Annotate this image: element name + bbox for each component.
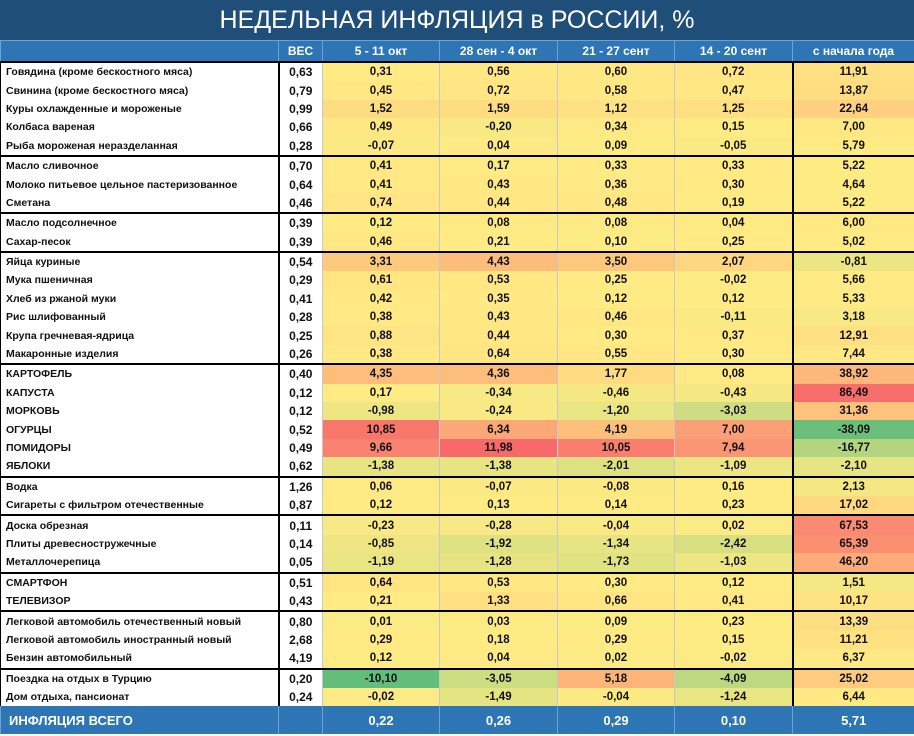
cell-week-2: 0,04 [440,137,558,156]
row-weight: 0,12 [279,384,323,402]
cell-ytd: 5,79 [793,137,914,156]
row-name: Водка [1,477,279,496]
row-weight: 0,54 [279,252,323,271]
row-weight: 0,39 [279,213,323,232]
cell-week-2: 1,59 [440,100,558,118]
cell-ytd: 5,22 [793,194,914,213]
cell-week-2: -1,28 [440,553,558,572]
row-weight: 2,68 [279,631,323,649]
row-name: КАПУСТА [1,384,279,402]
cell-week-4: 0,12 [675,290,793,308]
cell-ytd: 1,51 [793,573,914,592]
cell-week-1: 0,29 [323,631,440,649]
row-weight: 0,14 [279,535,323,553]
cell-ytd: 7,00 [793,118,914,136]
cell-week-3: -0,08 [558,477,675,496]
table-row [1,326,914,344]
cell-week-1: 0,74 [323,194,440,213]
cell-week-2: 0,53 [440,573,558,592]
cell-week-3: -1,20 [558,402,675,420]
cell-ytd: 65,39 [793,535,914,553]
header-week-2: 28 сен - 4 окт [440,41,558,63]
row-name: ОГУРЦЫ [1,420,279,438]
cell-week-4: 0,25 [675,233,793,252]
table-row [1,308,914,326]
cell-week-1: 10,85 [323,420,440,438]
row-weight: 4,19 [279,649,323,668]
total-week-1: 0,22 [323,706,440,734]
cell-week-4: 0,16 [675,477,793,496]
cell-week-1: -0,02 [323,688,440,706]
cell-week-2: 0,04 [440,649,558,668]
row-name: Колбаса вареная [1,118,279,136]
row-name: Дом отдыха, пансионат [1,688,279,706]
cell-ytd: 13,39 [793,611,914,630]
row-weight: 0,49 [279,439,323,457]
cell-week-3: -0,04 [558,515,675,534]
cell-ytd: 6,37 [793,649,914,668]
cell-ytd: 4,64 [793,175,914,193]
cell-week-2: 0,44 [440,326,558,344]
row-weight: 0,25 [279,326,323,344]
cell-week-3: 0,66 [558,592,675,611]
row-name: Масло сливочное [1,156,279,175]
total-row [1,706,914,734]
table-row [1,611,914,630]
cell-week-1: 0,31 [323,62,440,81]
cell-week-2: -0,34 [440,384,558,402]
row-weight: 0,64 [279,175,323,193]
table-row [1,290,914,308]
cell-week-4: 0,30 [675,175,793,193]
cell-week-2: 0,44 [440,194,558,213]
cell-week-1: 0,46 [323,233,440,252]
cell-week-3: 0,60 [558,62,675,81]
cell-week-1: 0,42 [323,290,440,308]
cell-week-4: -1,24 [675,688,793,706]
header-week-3: 21 - 27 сент [558,41,675,63]
cell-ytd: -38,09 [793,420,914,438]
row-weight: 0,12 [279,402,323,420]
row-weight: 0,43 [279,592,323,611]
cell-week-1: 0,38 [323,345,440,364]
table-row [1,402,914,420]
table-row [1,553,914,572]
table-row [1,271,914,289]
table-row [1,477,914,496]
cell-week-2: 6,34 [440,420,558,438]
row-name: Сигареты с фильтром отечественные [1,496,279,515]
header-name [1,41,279,63]
cell-ytd: 2,13 [793,477,914,496]
row-weight: 0,79 [279,81,323,99]
cell-ytd: 5,33 [793,290,914,308]
cell-week-1: 0,21 [323,592,440,611]
table-row [1,573,914,592]
cell-week-4: 0,02 [675,515,793,534]
cell-week-4: 0,15 [675,118,793,136]
cell-week-1: -10,10 [323,669,440,688]
cell-week-4: -0,43 [675,384,793,402]
row-name: МОРКОВЬ [1,402,279,420]
cell-week-4: -0,02 [675,649,793,668]
row-weight: 0,05 [279,553,323,572]
cell-week-3: 0,33 [558,156,675,175]
row-weight: 0,29 [279,271,323,289]
page-title: НЕДЕЛЬНАЯ ИНФЛЯЦИЯ в РОССИИ, % [0,0,914,40]
row-weight: 0,51 [279,573,323,592]
row-weight: 0,99 [279,100,323,118]
cell-week-1: -1,19 [323,553,440,572]
row-name: КАРТОФЕЛЬ [1,364,279,383]
row-weight: 0,24 [279,688,323,706]
cell-week-3: 0,46 [558,308,675,326]
cell-week-4: 0,72 [675,62,793,81]
cell-week-4: 0,23 [675,496,793,515]
cell-week-3: 5,18 [558,669,675,688]
row-name: Молоко питьевое цельное пастеризованное [1,175,279,193]
row-name: Рыба мороженая неразделанная [1,137,279,156]
row-name: СМАРТФОН [1,573,279,592]
row-name: Макаронные изделия [1,345,279,364]
cell-week-3: -0,04 [558,688,675,706]
cell-week-1: 0,38 [323,308,440,326]
row-weight: 0,41 [279,290,323,308]
table-row [1,631,914,649]
cell-week-3: 0,14 [558,496,675,515]
cell-week-3: 0,34 [558,118,675,136]
header-weight: ВЕС [279,41,323,63]
cell-week-1: 0,12 [323,649,440,668]
cell-ytd: 5,22 [793,156,914,175]
cell-week-3: -1,73 [558,553,675,572]
row-weight: 0,11 [279,515,323,534]
header-week-1: 5 - 11 окт [323,41,440,63]
cell-week-4: 0,47 [675,81,793,99]
row-name: Сахар-песок [1,233,279,252]
cell-week-2: -0,20 [440,118,558,136]
cell-week-3: 1,77 [558,364,675,383]
row-name: Плиты древесностружечные [1,535,279,553]
row-weight: 0,46 [279,194,323,213]
cell-week-2: 0,08 [440,213,558,232]
cell-week-2: 4,36 [440,364,558,383]
cell-week-2: -0,07 [440,477,558,496]
cell-week-1: 0,12 [323,213,440,232]
cell-week-1: -0,85 [323,535,440,553]
cell-week-1: 0,64 [323,573,440,592]
table-row [1,345,914,364]
cell-week-2: 0,17 [440,156,558,175]
table-row [1,213,914,232]
cell-week-3: -1,34 [558,535,675,553]
cell-week-1: -0,07 [323,137,440,156]
cell-week-4: -0,11 [675,308,793,326]
row-name: ТЕЛЕВИЗОР [1,592,279,611]
row-name: ПОМИДОРЫ [1,439,279,457]
table-row [1,649,914,668]
row-name: Легковой автомобиль отечественный новый [1,611,279,630]
cell-week-3: 0,08 [558,213,675,232]
cell-week-1: 9,66 [323,439,440,457]
cell-ytd: 22,64 [793,100,914,118]
cell-week-3: 4,19 [558,420,675,438]
cell-week-2: 0,53 [440,271,558,289]
cell-week-1: -0,23 [323,515,440,534]
cell-ytd: 3,18 [793,308,914,326]
cell-week-2: 4,43 [440,252,558,271]
cell-ytd: 6,00 [793,213,914,232]
cell-ytd: -0,81 [793,252,914,271]
row-weight: 0,39 [279,233,323,252]
row-weight: 0,87 [279,496,323,515]
table-row [1,688,914,706]
cell-week-2: -0,28 [440,515,558,534]
cell-week-3: 0,48 [558,194,675,213]
cell-week-1: 0,41 [323,175,440,193]
cell-ytd: 17,02 [793,496,914,515]
table-row [1,669,914,688]
cell-week-3: 10,05 [558,439,675,457]
cell-week-3: 0,55 [558,345,675,364]
cell-week-2: -1,92 [440,535,558,553]
cell-week-1: -0,98 [323,402,440,420]
cell-week-1: 0,17 [323,384,440,402]
header-week-4: 14 - 20 сент [675,41,793,63]
row-name: Сметана [1,194,279,213]
cell-week-4: 7,94 [675,439,793,457]
table-row [1,515,914,534]
cell-week-1: 0,06 [323,477,440,496]
table-row [1,233,914,252]
cell-ytd: -2,10 [793,457,914,476]
row-weight: 0,40 [279,364,323,383]
table-row [1,175,914,193]
table-row [1,364,914,383]
cell-week-2: -3,05 [440,669,558,688]
cell-week-2: -1,49 [440,688,558,706]
cell-ytd: 11,21 [793,631,914,649]
cell-ytd: 46,20 [793,553,914,572]
row-weight: 0,66 [279,118,323,136]
total-week-2: 0,26 [440,706,558,734]
table-row [1,118,914,136]
row-name: Хлеб из ржаной муки [1,290,279,308]
cell-week-3: 0,02 [558,649,675,668]
cell-week-1: 0,49 [323,118,440,136]
cell-ytd: 10,17 [793,592,914,611]
cell-ytd: 67,53 [793,515,914,534]
cell-week-2: 0,43 [440,175,558,193]
cell-week-2: 0,03 [440,611,558,630]
header-ytd: с начала года [793,41,914,63]
row-name: Куры охлажденные и мороженые [1,100,279,118]
cell-week-1: 0,88 [323,326,440,344]
cell-ytd: 5,66 [793,271,914,289]
row-weight: 0,28 [279,137,323,156]
row-name: Говядина (кроме бескостного мяса) [1,62,279,81]
cell-week-4: -0,02 [675,271,793,289]
row-weight: 1,26 [279,477,323,496]
cell-week-4: 0,30 [675,345,793,364]
cell-ytd: 31,36 [793,402,914,420]
cell-ytd: 25,02 [793,669,914,688]
header-row [1,41,914,63]
cell-week-3: 3,50 [558,252,675,271]
table-row [1,535,914,553]
cell-week-3: 0,09 [558,137,675,156]
cell-week-2: 11,98 [440,439,558,457]
row-weight: 0,80 [279,611,323,630]
cell-week-1: -1,38 [323,457,440,476]
row-name: ЯБЛОКИ [1,457,279,476]
cell-week-3: 0,29 [558,631,675,649]
cell-week-2: 0,72 [440,81,558,99]
total-week-3: 0,29 [558,706,675,734]
table-row [1,156,914,175]
cell-week-4: 2,07 [675,252,793,271]
cell-week-4: -4,09 [675,669,793,688]
cell-week-1: 3,31 [323,252,440,271]
cell-ytd: 5,02 [793,233,914,252]
row-weight: 0,70 [279,156,323,175]
row-weight: 0,20 [279,669,323,688]
total-weight [279,706,323,734]
cell-ytd: 13,87 [793,81,914,99]
cell-week-4: 0,41 [675,592,793,611]
cell-week-3: 0,10 [558,233,675,252]
cell-week-2: 0,13 [440,496,558,515]
cell-week-2: 0,56 [440,62,558,81]
cell-week-3: -0,46 [558,384,675,402]
row-name: Рис шлифованный [1,308,279,326]
inflation-table [0,40,914,734]
row-name: Металлочерепица [1,553,279,572]
cell-week-3: 0,30 [558,573,675,592]
cell-ytd: 12,91 [793,326,914,344]
cell-week-1: 0,45 [323,81,440,99]
cell-week-4: 1,25 [675,100,793,118]
cell-ytd: 86,49 [793,384,914,402]
cell-week-1: 4,35 [323,364,440,383]
cell-week-3: 0,30 [558,326,675,344]
table-row [1,496,914,515]
table-row [1,252,914,271]
table-row [1,592,914,611]
row-name: Поездка на отдых в Турцию [1,669,279,688]
cell-week-1: 0,01 [323,611,440,630]
cell-ytd: 7,44 [793,345,914,364]
row-weight: 0,28 [279,308,323,326]
cell-ytd: 11,91 [793,62,914,81]
row-name: Свинина (кроме бескостного мяса) [1,81,279,99]
row-name: Яйца куриные [1,252,279,271]
cell-week-2: 0,21 [440,233,558,252]
cell-week-4: 0,19 [675,194,793,213]
row-weight: 0,63 [279,62,323,81]
table-row [1,384,914,402]
total-label: ИНФЛЯЦИЯ ВСЕГО [1,706,279,734]
cell-week-3: -2,01 [558,457,675,476]
cell-week-3: 0,58 [558,81,675,99]
cell-week-2: 0,43 [440,308,558,326]
cell-week-4: 7,00 [675,420,793,438]
cell-week-1: 0,12 [323,496,440,515]
table-row [1,457,914,476]
row-name: Масло подсолнечное [1,213,279,232]
cell-ytd: 38,92 [793,364,914,383]
cell-week-2: -1,38 [440,457,558,476]
cell-ytd: -16,77 [793,439,914,457]
row-name: Доска обрезная [1,515,279,534]
cell-week-2: -0,24 [440,402,558,420]
cell-ytd: 6,44 [793,688,914,706]
row-name: Мука пшеничная [1,271,279,289]
row-weight: 0,26 [279,345,323,364]
row-weight: 0,52 [279,420,323,438]
table-row [1,439,914,457]
cell-week-2: 0,35 [440,290,558,308]
cell-week-4: -1,09 [675,457,793,476]
total-week-4: 0,10 [675,706,793,734]
cell-week-1: 0,41 [323,156,440,175]
cell-week-1: 1,52 [323,100,440,118]
cell-week-2: 1,33 [440,592,558,611]
cell-week-4: -0,05 [675,137,793,156]
cell-week-4: 0,23 [675,611,793,630]
row-name: Легковой автомобиль иностранный новый [1,631,279,649]
cell-week-4: 0,12 [675,573,793,592]
cell-week-4: -3,03 [675,402,793,420]
cell-week-3: 0,36 [558,175,675,193]
cell-week-1: 0,61 [323,271,440,289]
cell-week-4: -2,42 [675,535,793,553]
cell-week-4: 0,08 [675,364,793,383]
cell-week-4: -1,03 [675,553,793,572]
table-row [1,420,914,438]
cell-week-4: 0,37 [675,326,793,344]
row-name: Бензин автомобильный [1,649,279,668]
cell-week-4: 0,04 [675,213,793,232]
row-name: Крупа гречневая-ядрица [1,326,279,344]
cell-week-3: 0,25 [558,271,675,289]
row-weight: 0,62 [279,457,323,476]
table-row [1,137,914,156]
table-row [1,81,914,99]
cell-week-3: 0,09 [558,611,675,630]
cell-week-2: 0,64 [440,345,558,364]
table-row [1,194,914,213]
cell-week-4: 0,15 [675,631,793,649]
total-ytd: 5,71 [793,706,914,734]
cell-week-2: 0,18 [440,631,558,649]
table-row [1,62,914,81]
cell-week-4: 0,33 [675,156,793,175]
cell-week-3: 0,12 [558,290,675,308]
cell-week-3: 1,12 [558,100,675,118]
table-row [1,100,914,118]
